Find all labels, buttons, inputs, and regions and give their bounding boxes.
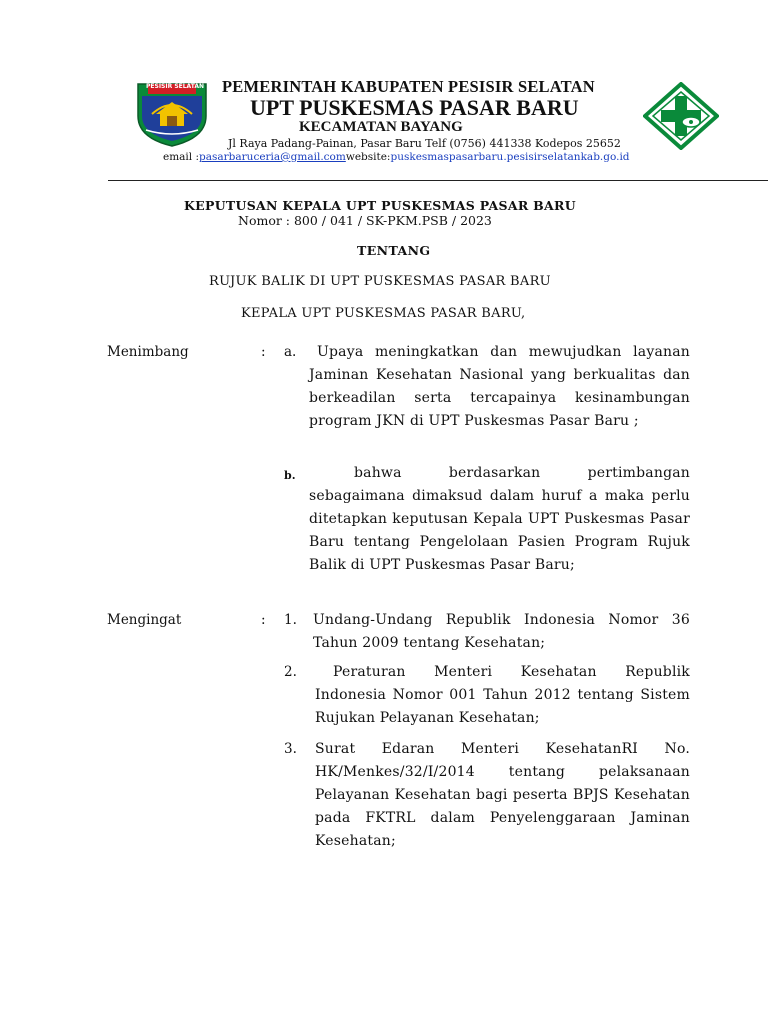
decree-title: KEPUTUSAN KEPALA UPT PUSKESMAS PASAR BARU <box>184 198 576 213</box>
email-link[interactable]: pasarbaruceria@gmail.com <box>199 151 346 163</box>
contact-line <box>163 151 630 163</box>
decree-subject: RUJUK BALIK DI UPT PUSKESMAS PASAR BARU <box>209 274 551 289</box>
district-name: KECAMATAN BAYANG <box>299 119 463 135</box>
logo-caption: PESISIR SELATAN <box>146 83 205 90</box>
government-name: PEMERINTAH KABUPATEN PESISIR SELATAN <box>222 77 595 96</box>
mengingat-item-1: Undang-Undang Republik Indonesia Nomor 36 Tahun 2009 tentang Kesehatan; <box>313 612 690 651</box>
menimbang-item-a: Upaya meningkatkan dan mewujudkan layanan Jaminan Kesehatan Nasional yang berkualitas dan berkeadilan serta tercapainya kesinambungan program JKN di UPT Puskesmas Pasar Baru ; <box>309 344 690 429</box>
decree-issuer: KEPALA UPT PUSKESMAS PASAR BARU, <box>241 306 526 321</box>
menimbang-colon: : <box>261 344 266 360</box>
menimbang-item-b: bahwa berdasarkan pertimbangan sebagaimana dimaksud dalam huruf a maka perlu ditetapkan keputusan Kepala UPT Puskesmas Pasar Baru tentang Pengelolaan Pasien Program Rujuk Balik di UPT Puskesmas Pasar Baru; <box>309 465 690 573</box>
puskesmas-logo <box>643 82 719 150</box>
address-line: Jl Raya Padang-Painan, Pasar Baru Telf (0756) 441338 Kodepos 25652 <box>228 137 621 150</box>
email-label: email : <box>163 151 200 163</box>
letterhead-divider <box>108 180 768 181</box>
pesisir-selatan-regency-logo <box>134 80 210 148</box>
mengingat-label: Mengingat <box>107 612 182 628</box>
decree-about: TENTANG <box>357 243 431 258</box>
menimbang-label: Menimbang <box>107 344 189 360</box>
list-marker: 2. <box>284 664 297 680</box>
mengingat-colon: : <box>261 612 266 628</box>
website-link[interactable]: puskesmaspasarbaru.pesisirselatankab.go.id <box>390 151 630 163</box>
list-marker: a. <box>284 344 297 360</box>
decree-number: Nomor : 800 / 041 / SK-PKM.PSB / 2023 <box>238 213 492 228</box>
website-label: website: <box>345 151 391 163</box>
list-marker: b. <box>284 469 296 482</box>
mengingat-item-2: Peraturan Menteri Kesehatan Republik Indonesia Nomor 001 Tahun 2012 tentang Sistem Rujukan Pelayanan Kesehatan; <box>315 664 690 726</box>
mengingat-item-3: Surat Edaran Menteri KesehatanRI No. HK/Menkes/32/I/2014 tentang pelaksanaan Pelayanan Kesehatan bagi peserta BPJS Kesehatan pada FKTRL dalam Penyelenggaraan Jaminan Kesehatan; <box>315 741 690 849</box>
list-marker: 3. <box>284 741 297 757</box>
list-marker: 1. <box>284 612 297 628</box>
institution-name: UPT PUSKESMAS PASAR BARU <box>250 95 579 120</box>
